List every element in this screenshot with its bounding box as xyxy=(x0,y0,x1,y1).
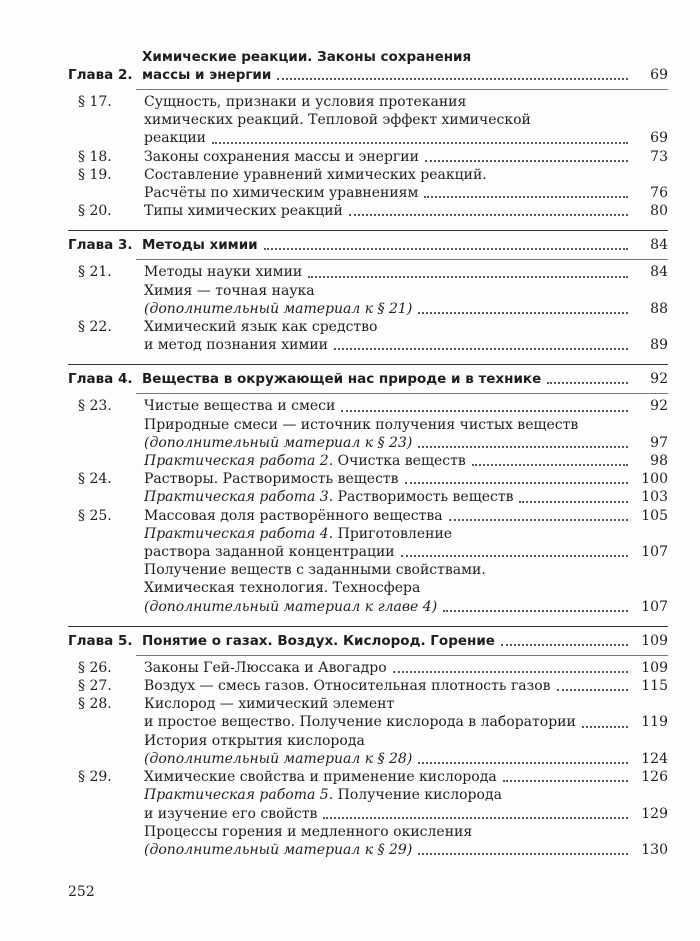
section-line-text: Получение веществ с заданными свойствами. xyxy=(144,562,486,579)
chapter-title xyxy=(142,370,668,388)
section-line-text: Химия — точная наука xyxy=(144,282,315,299)
section-line-text: (дополнительный материал к § 28) xyxy=(144,750,413,767)
section-line-text: Сущность, признаки и условия протекания xyxy=(144,94,467,110)
section-body xyxy=(144,318,668,354)
sections-list xyxy=(68,659,668,859)
page-ref[interactable]: 98 xyxy=(650,453,668,470)
page-ref[interactable]: 97 xyxy=(650,434,668,451)
dot-leader xyxy=(308,275,628,278)
section-line xyxy=(144,129,668,147)
chapter-heading[interactable] xyxy=(68,632,668,650)
section-line-rest: Приготовление xyxy=(333,525,453,542)
section-line xyxy=(144,561,668,579)
dot-leader xyxy=(323,816,628,819)
section-line-text: Воздух — смесь газов. Относительная плотность газов xyxy=(144,678,551,695)
table-of-contents xyxy=(68,44,668,869)
dot-leader xyxy=(557,688,628,691)
dot-leader xyxy=(334,347,628,350)
section-body xyxy=(144,93,668,148)
section-line-text: Химическая технология. Техносфера xyxy=(144,580,421,597)
dot-leader xyxy=(277,77,628,80)
page-ref[interactable]: 126 xyxy=(641,769,668,786)
chapter-block xyxy=(68,230,668,354)
section-line-text xyxy=(144,452,466,470)
page-ref[interactable]: 124 xyxy=(641,750,668,767)
section-line-text: Расчёты по химическим уравнениям xyxy=(144,185,419,202)
chapter-rule xyxy=(136,393,668,394)
section-line-text: Природные смеси — источник получения чистых веществ xyxy=(144,416,579,433)
chapter-number: Глава 4. xyxy=(68,371,133,388)
section-line xyxy=(144,507,668,525)
chapter-title xyxy=(142,236,668,254)
dot-leader xyxy=(418,311,628,314)
section-number: § 18. xyxy=(78,148,112,165)
page-ref[interactable]: 107 xyxy=(641,544,668,561)
dot-leader xyxy=(405,481,628,484)
section-body xyxy=(144,507,668,616)
dot-leader xyxy=(425,159,628,162)
chapter-title-line-text: массы и энергии xyxy=(142,67,272,83)
chapter-block xyxy=(68,626,668,859)
page-ref[interactable]: 84 xyxy=(650,237,668,254)
dot-leader xyxy=(582,725,628,728)
section-line-text xyxy=(144,488,513,506)
section-line xyxy=(144,202,668,220)
chapter-block xyxy=(68,364,668,615)
sections-list xyxy=(68,397,668,615)
section-line-text: раствора заданной концентрации xyxy=(144,544,395,561)
section-number: § 23. xyxy=(78,398,112,415)
section-line-text: Химические свойства и применение кислорода xyxy=(144,769,497,786)
dot-leader xyxy=(472,463,628,466)
section-line-rest: Очистка веществ xyxy=(333,453,466,470)
section-line-text: (дополнительный материал к § 21) xyxy=(144,300,413,317)
section-number: § 22. xyxy=(78,319,112,336)
section-number: § 20. xyxy=(78,203,112,220)
section-line xyxy=(144,166,668,184)
page-ref[interactable]: 119 xyxy=(641,714,668,731)
section-line xyxy=(144,397,668,415)
section-line-text: (дополнительный материал к § 29) xyxy=(144,841,413,858)
section-body xyxy=(144,148,668,166)
chapter-title-line xyxy=(142,66,668,84)
section-line-rest: Получение кислорода xyxy=(333,787,502,804)
section-number: § 29. xyxy=(78,769,112,786)
section-line-text: и метод познания химии xyxy=(144,337,328,354)
section-line-text: Типы химических реакций xyxy=(144,203,343,220)
section-line-text: Составление уравнений химических реакций. xyxy=(144,166,487,183)
dot-leader xyxy=(418,445,628,448)
page-ref[interactable]: 88 xyxy=(650,300,668,317)
section-line xyxy=(144,543,668,561)
page-ref[interactable]: 100 xyxy=(641,471,668,488)
section-line xyxy=(144,786,668,804)
section-line-text: (дополнительный материал к § 23) xyxy=(144,434,413,451)
section-line xyxy=(144,300,668,318)
section-line-text: Массовая доля растворённого вещества xyxy=(144,507,443,524)
section-entry[interactable] xyxy=(68,677,668,695)
chapter-heading[interactable] xyxy=(68,370,668,388)
section-entry[interactable] xyxy=(68,202,668,220)
section-number: § 26. xyxy=(78,659,112,676)
chapter-title xyxy=(142,632,668,650)
section-number: § 17. xyxy=(78,94,112,110)
section-line xyxy=(144,488,668,506)
section-line xyxy=(144,282,668,300)
section-entry[interactable] xyxy=(68,148,668,166)
section-line-text: Законы Гей-Люссака и Авогадро xyxy=(144,659,387,676)
page-ref[interactable]: 109 xyxy=(641,632,668,649)
section-line-text: Чистые вещества и смеси xyxy=(144,398,336,415)
chapter-title-line xyxy=(142,370,668,388)
chapter-rule xyxy=(136,655,668,656)
section-line xyxy=(144,318,668,336)
chapter-rule xyxy=(136,259,668,260)
dot-leader xyxy=(418,761,628,764)
page-ref[interactable]: 92 xyxy=(650,398,668,415)
section-body xyxy=(144,677,668,695)
chapter-title-line xyxy=(142,48,668,66)
section-line xyxy=(144,805,668,823)
dot-leader xyxy=(443,609,628,612)
dot-leader xyxy=(501,643,628,646)
section-body xyxy=(144,470,668,506)
section-entry[interactable] xyxy=(68,166,668,202)
page-ref[interactable]: 69 xyxy=(650,67,668,83)
dot-leader xyxy=(519,500,628,503)
section-entry[interactable] xyxy=(68,768,668,859)
chapter-heading[interactable] xyxy=(68,48,668,84)
section-line-text: Растворы. Растворимость веществ xyxy=(144,471,399,488)
page-ref[interactable]: 80 xyxy=(650,203,668,220)
chapter-heading[interactable] xyxy=(68,236,668,254)
dot-leader xyxy=(449,518,628,521)
section-line xyxy=(144,416,668,434)
section-line xyxy=(144,111,668,129)
section-number: § 24. xyxy=(78,471,112,488)
section-entry[interactable] xyxy=(68,397,668,470)
dot-leader xyxy=(349,213,628,216)
section-line-text: Процессы горения и медленного окисления xyxy=(144,823,473,840)
section-line xyxy=(144,598,668,616)
section-line-text: Химический язык как средство xyxy=(144,319,378,336)
section-body xyxy=(144,202,668,220)
section-entry[interactable] xyxy=(68,507,668,616)
section-line xyxy=(144,677,668,695)
section-line-italic-prefix: Практическая работа 4. xyxy=(144,525,334,542)
page-ref[interactable]: 105 xyxy=(641,507,668,524)
dot-leader xyxy=(264,247,628,250)
chapter-rule xyxy=(136,89,668,90)
section-line-italic-prefix: Практическая работа 5. xyxy=(144,787,334,804)
section-line-text: (дополнительный материал к главе 4) xyxy=(144,598,438,615)
section-line-italic-prefix: Практическая работа 2. xyxy=(144,453,334,470)
page-ref[interactable]: 84 xyxy=(650,264,668,281)
chapter-title-line-text: Методы химии xyxy=(142,237,258,254)
sections-list xyxy=(68,93,668,220)
section-entry[interactable] xyxy=(68,659,668,677)
page-ref[interactable]: 92 xyxy=(650,371,668,388)
page-ref[interactable]: 89 xyxy=(650,337,668,354)
dot-leader xyxy=(401,554,628,557)
section-line-text: химических реакций. Тепловой эффект химической xyxy=(144,112,531,129)
section-line-text: Законы сохранения массы и энергии xyxy=(144,148,419,165)
section-number: § 21. xyxy=(78,264,112,281)
section-line xyxy=(144,841,668,859)
page-ref[interactable]: 69 xyxy=(650,130,668,147)
section-line-text: История открытия кислорода xyxy=(144,732,365,749)
chapter-title-line-text: Понятие о газах. Воздух. Кислород. Горение xyxy=(142,632,495,649)
section-line xyxy=(144,184,668,202)
dot-leader xyxy=(393,670,628,673)
section-line xyxy=(144,336,668,354)
chapter-title-line xyxy=(142,236,668,254)
section-body xyxy=(144,166,668,202)
page-ref[interactable]: 103 xyxy=(641,489,668,506)
dot-leader xyxy=(418,852,628,855)
section-line-text: Методы науки химии xyxy=(144,264,303,281)
chapter-title-line-text: Химические реакции. Законы сохранения xyxy=(142,49,472,65)
section-line xyxy=(144,93,668,111)
chapter-number: Глава 2. xyxy=(68,67,133,83)
section-body xyxy=(144,695,668,768)
page-ref[interactable]: 130 xyxy=(641,841,668,858)
section-entry[interactable] xyxy=(68,695,668,768)
section-line-italic-prefix: Практическая работа 3. xyxy=(144,489,334,506)
section-line xyxy=(144,579,668,597)
section-line xyxy=(144,768,668,786)
section-line-text: и простое вещество. Получение кислорода в лаборатории xyxy=(144,714,576,731)
chapter-number: Глава 3. xyxy=(68,237,133,254)
section-line xyxy=(144,713,668,731)
page-ref[interactable]: 115 xyxy=(641,678,668,695)
page-ref[interactable]: 76 xyxy=(650,185,668,202)
section-number: § 25. xyxy=(78,507,112,524)
section-body xyxy=(144,659,668,677)
section-line xyxy=(144,659,668,677)
dot-leader xyxy=(341,409,628,412)
section-number: § 27. xyxy=(78,678,112,695)
section-line xyxy=(144,148,668,166)
section-entry[interactable] xyxy=(68,318,668,354)
section-entry[interactable] xyxy=(68,263,668,318)
section-line xyxy=(144,470,668,488)
section-line xyxy=(144,823,668,841)
section-line-text: реакции xyxy=(144,130,207,147)
section-line-text: и изучение его свойств xyxy=(144,805,318,822)
section-line xyxy=(144,732,668,750)
section-number: § 19. xyxy=(78,166,112,183)
section-line xyxy=(144,525,668,543)
dot-leader xyxy=(503,779,628,782)
chapter-title-line-text: Вещества в окружающей нас природе и в технике xyxy=(142,371,542,388)
chapter-title-line xyxy=(142,632,668,650)
section-line-rest: Растворимость веществ xyxy=(333,489,514,506)
page-ref[interactable]: 109 xyxy=(641,659,668,676)
section-line-text: Кислород — химический элемент xyxy=(144,696,395,713)
dot-leader xyxy=(424,195,628,198)
dot-leader xyxy=(212,141,628,144)
section-entry[interactable] xyxy=(68,470,668,506)
chapter-number: Глава 5. xyxy=(68,632,133,649)
page-number: 252 xyxy=(68,884,95,900)
section-line xyxy=(144,750,668,768)
section-number: § 28. xyxy=(78,696,112,713)
page-ref[interactable]: 107 xyxy=(641,598,668,615)
section-line xyxy=(144,695,668,713)
chapter-title xyxy=(142,48,668,84)
section-line-text xyxy=(144,786,502,804)
section-line-text xyxy=(144,525,452,543)
page-ref[interactable]: 129 xyxy=(641,805,668,822)
sections-list xyxy=(68,263,668,354)
dot-leader xyxy=(547,381,628,384)
section-line xyxy=(144,452,668,470)
chapter-block xyxy=(68,44,668,220)
section-line xyxy=(144,434,668,452)
page-ref[interactable]: 73 xyxy=(650,148,668,165)
section-body xyxy=(144,397,668,470)
section-body xyxy=(144,263,668,318)
section-line xyxy=(144,263,668,281)
section-entry[interactable] xyxy=(68,93,668,148)
section-body xyxy=(144,768,668,859)
